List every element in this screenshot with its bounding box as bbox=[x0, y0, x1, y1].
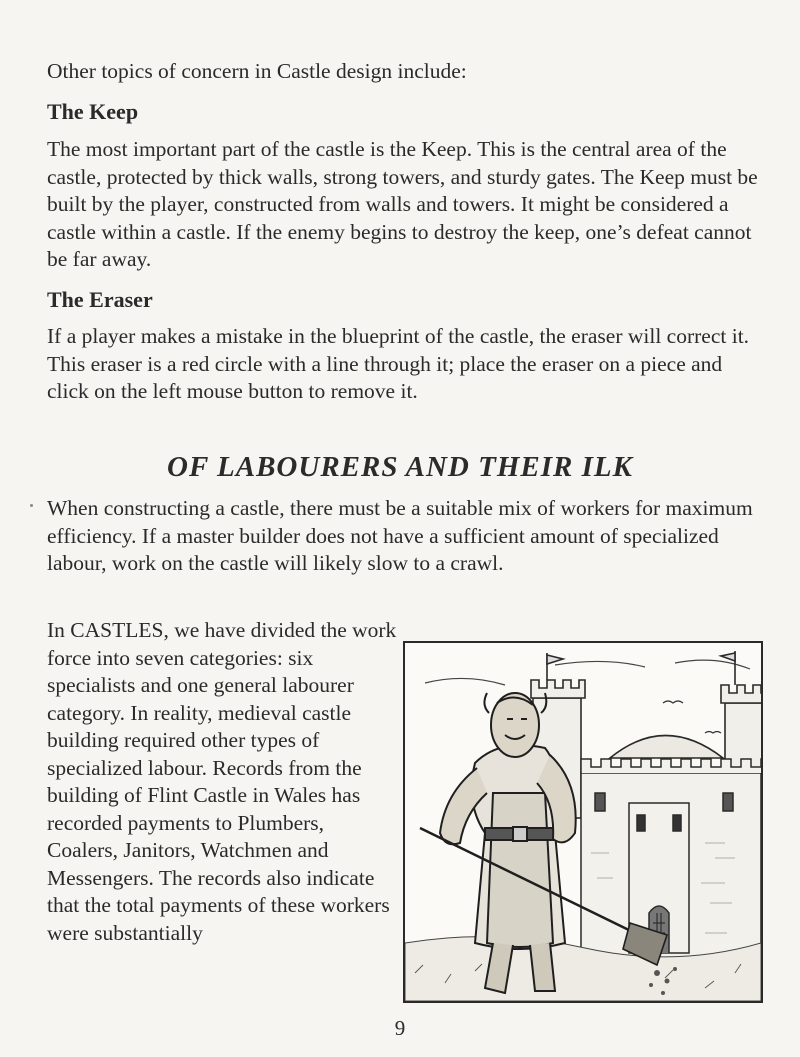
intro-text: Other topics of concern in Castle design include: bbox=[47, 59, 467, 83]
labourer-drawing bbox=[405, 643, 761, 1001]
section-title: OF LABOURERS AND THEIR ILK bbox=[167, 451, 633, 483]
keep-heading: The Keep bbox=[47, 99, 139, 124]
eraser-heading: The Eraser bbox=[47, 287, 153, 312]
speck-mark bbox=[30, 504, 33, 507]
castles-paragraph: In CASTLES, we have divided the work force into seven categories: six specialists and one general labourer category. In reality, medieval castle building required other types of specialized labour. Records from the building of Flint Castle in Wales has recorded payments to Plumbers, Coalers, Janitors, Watchmen and Messengers. The records also indicate that the total payments of these workers were substantially bbox=[47, 618, 397, 945]
keep-paragraph: The most important part of the castle is the Keep. This is the central area of the castle, protected by thick walls, strong towers, and sturdy gates. The Keep must be built by the player, constructed from walls and towers. It might be considered a castle within a castle. If the enemy begins to destroy the keep, one’s defeat cannot be far away. bbox=[47, 137, 758, 271]
page-number: 9 bbox=[394, 1016, 406, 1040]
eraser-paragraph: If a player makes a mistake in the blueprint of the castle, the eraser will correct it. This eraser is a red circle with a line through it; place the eraser on a piece and click on the left mouse button to remove it. bbox=[47, 324, 750, 403]
labourer-illustration bbox=[403, 641, 763, 1003]
labourers-paragraph: When constructing a castle, there must be a suitable mix of workers for maximum efficiency. If a master builder does not have a sufficient amount of specialized labour, work on the castle will likely slow to a crawl. bbox=[47, 496, 753, 575]
